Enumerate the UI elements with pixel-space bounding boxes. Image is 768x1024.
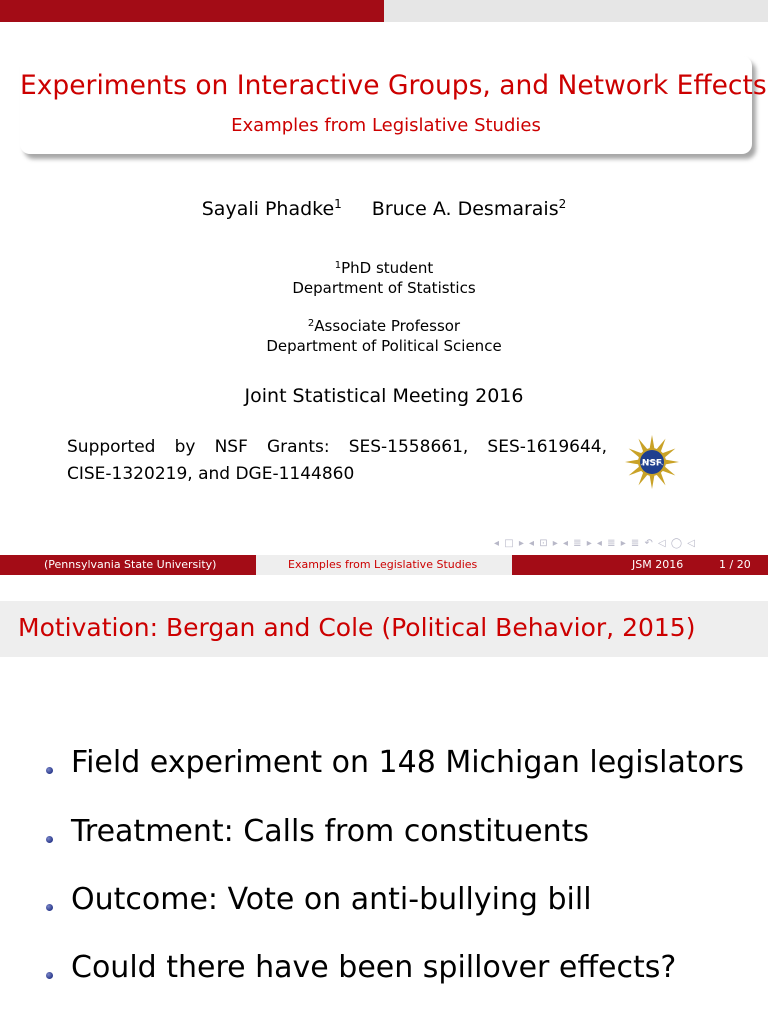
bullet-icon [46, 836, 53, 843]
footer-page-number: 1 / 20 [719, 558, 751, 571]
grants-word: NSF [214, 437, 248, 457]
frame-title-bar [0, 601, 768, 657]
authors-line [0, 197, 768, 220]
grants-word: Grants: [266, 437, 330, 457]
presentation-subtitle: Examples from Legislative Studies [231, 115, 541, 136]
list-item-text: Treatment: Calls from constituents [71, 814, 590, 849]
affiliation-1 [0, 256, 768, 298]
affiliation-mark: 2 [307, 318, 315, 329]
footer-short-title: Examples from Legislative Studies [288, 558, 478, 571]
author-mark: 1 [334, 197, 342, 211]
affiliation-2 [0, 314, 768, 356]
list-item-text: Outcome: Vote on anti-bullying bill [71, 882, 592, 917]
affiliation-role: PhD student [341, 259, 434, 277]
bullet-icon [46, 767, 53, 774]
event-name: Joint Statistical Meeting 2016 [244, 385, 524, 407]
header-bar [0, 0, 768, 22]
footer-left [0, 555, 256, 575]
nsf-logo-text: NSF [641, 458, 663, 469]
footer-institution: (Pennsylvania State University) [44, 558, 217, 571]
list-item-text: Field experiment on 148 Michigan legislators [71, 745, 744, 780]
frame-title: Motivation: Bergan and Cole (Political Behavior, 2015) [18, 613, 696, 642]
footer-conference: JSM 2016 [632, 558, 684, 571]
author-name: Bruce A. Desmarais [371, 198, 559, 220]
affiliation-role: Associate Professor [314, 317, 461, 335]
author-mark: 2 [558, 197, 567, 211]
bullet-icon [46, 972, 53, 979]
affiliation-department: Department of Political Science [266, 337, 502, 355]
bullet-icon [46, 904, 53, 911]
list-item-text: Could there have been spillover effects? [71, 950, 677, 985]
grants-line-1 [67, 434, 607, 461]
grants-statement [67, 434, 607, 488]
grants-word: by [174, 437, 196, 457]
nsf-logo-icon [624, 434, 680, 490]
footer-right [512, 555, 768, 575]
header-bar-progress [0, 0, 384, 22]
navigation-symbols[interactable]: ◂ □ ▸ ◂ ⊡ ▸ ◂ ≣ ▸ ◂ ≣ ▸ ≣ ↶ ◁ ◯ ◁ [494, 538, 696, 549]
footer-middle [256, 555, 512, 575]
grants-word: Supported [67, 437, 156, 457]
grants-line-2: CISE-1320219, and DGE-1144860 [67, 464, 355, 484]
title-block [20, 56, 767, 154]
footer-bar [0, 555, 768, 575]
affiliation-department: Department of Statistics [292, 279, 476, 297]
presentation-title: Experiments on Interactive Groups, and Network Effects [20, 70, 767, 101]
grants-word: SES-1558661, [348, 437, 469, 457]
author-name: Sayali Phadke [201, 198, 335, 220]
grants-word: SES-1619644, [487, 437, 607, 457]
affiliation-mark: 1 [334, 260, 342, 271]
